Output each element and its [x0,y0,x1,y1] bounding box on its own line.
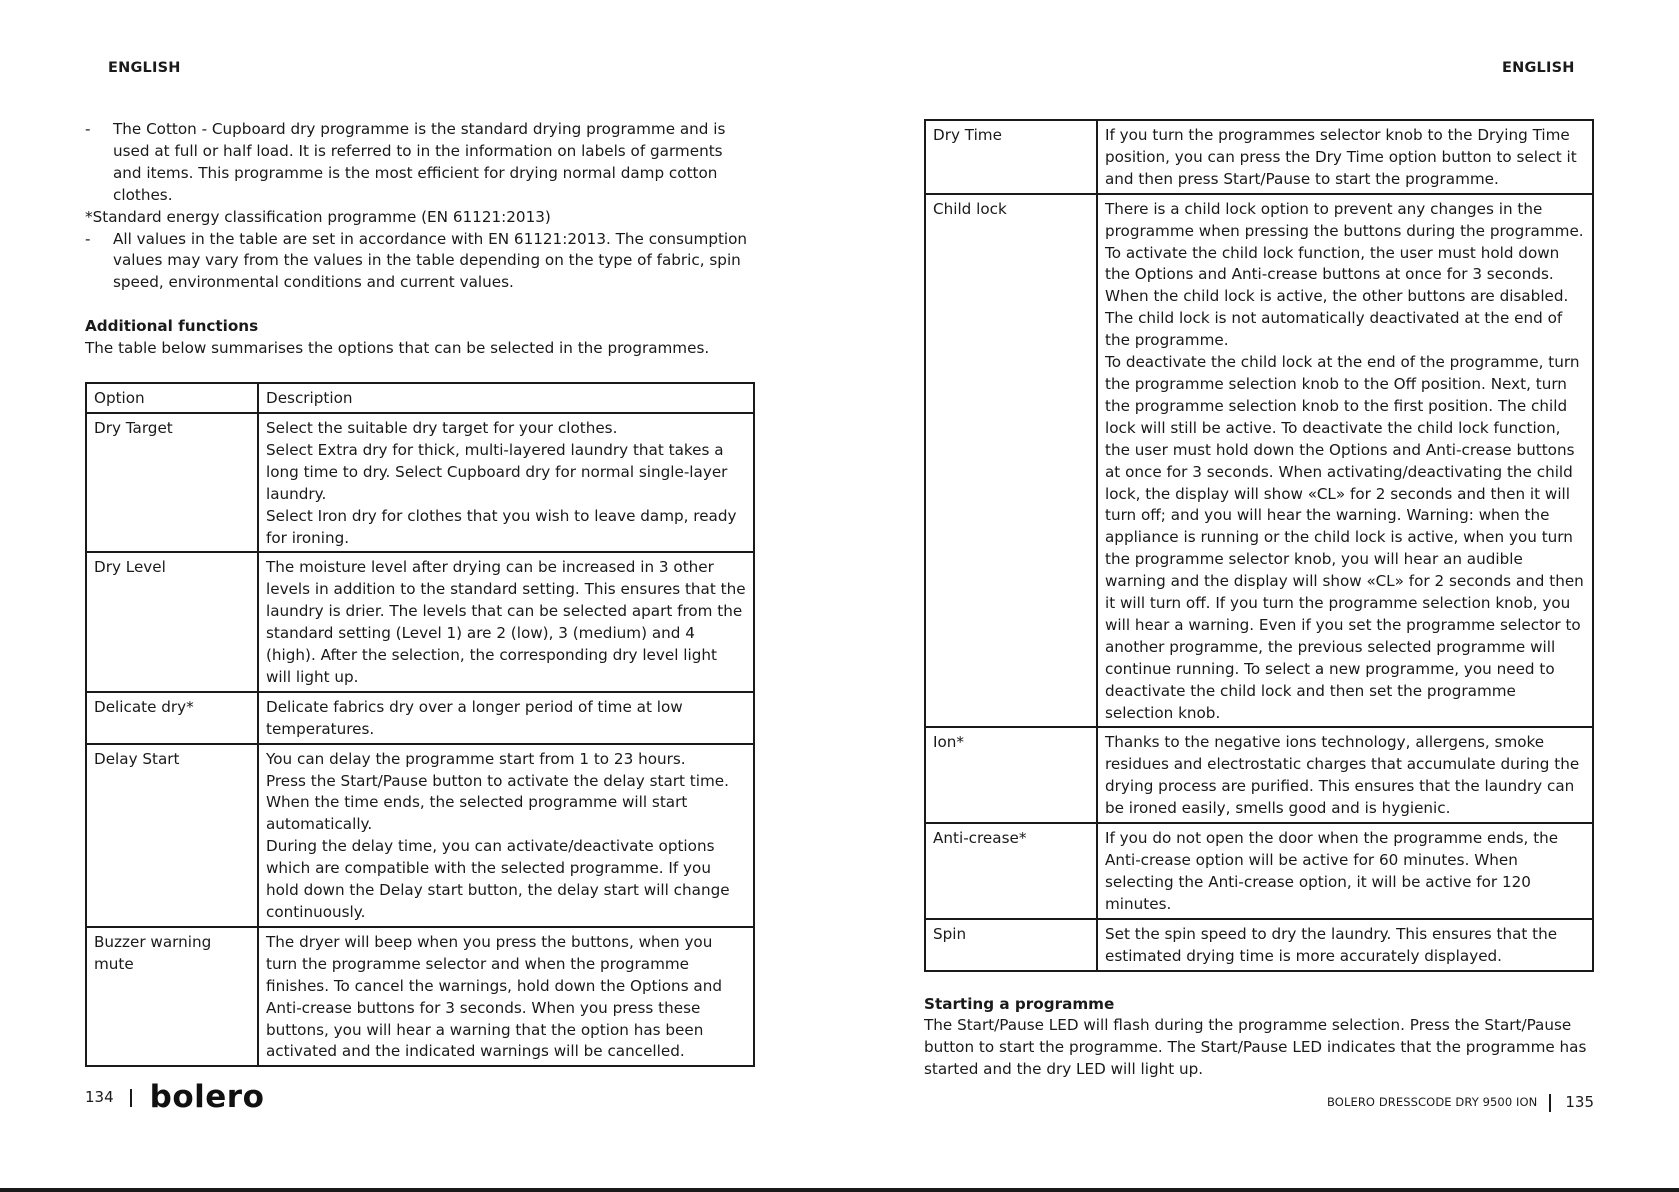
description-line: Set the spin speed to dry the laundry. This ensures that the estimated drying time is more accurately displayed. [1105,924,1558,965]
footer-divider [1549,1094,1551,1112]
option-description [258,413,754,552]
table-row [925,919,1593,971]
bullet-text: All values in the table are set in accordance with EN 61121:2013. The consumption values may vary from the values in the table depending on the type of fabric, spin speed, environmental conditions and current values. [113,229,748,292]
description-line: If you do not open the door when the programme ends, the Anti-crease option will be active for 60 minutes. When selecting the Anti-crease option, it will be active for 120 minutes. [1105,829,1559,913]
footnote-standard-programme: *Standard energy classification programme (EN 61121:2013) [85,207,551,226]
option-name: Spin [925,919,1097,971]
section-heading-starting-programme: Starting a programme [924,994,1115,1013]
section-text-starting-programme: The Start/Pause LED will flash during the programme selection. Press the Start/Pause button to start the programme. The Start/Pause LED indicates that the programme has started and the dry LED will light up. [924,1016,1587,1079]
section-intro: The table below summarises the options that can be selected in the programmes. [85,339,710,358]
table-row [925,727,1593,823]
options-table [85,382,755,1067]
description-line: The moisture level after drying can be increased in 3 other levels in addition to the standard setting. This ensures that the laundry is drier. The levels that can be selected apart from the standard setting (Level 1) are 2 (low), 3 (medium) and 4 (high). After the selection, the corresponding dry level light will light up. [266,558,746,686]
product-name: BOLERO DRESSCODE DRY 9500 ION [1327,1095,1538,1109]
description-line: Select Iron dry for clothes that you wish to leave damp, ready for ironing. [266,506,737,547]
table-row [925,120,1593,194]
table-row [86,413,754,552]
table-row [86,692,754,744]
description-line: If you turn the programmes selector knob to the Drying Time position, you can press the Dry Time option button to select it and then press Start/Pause to start the programme. [1105,126,1577,188]
option-description [1097,194,1593,728]
option-name: Anti-crease* [925,823,1097,919]
option-name: Ion* [925,727,1097,823]
description-line: There is a child lock option to prevent any changes in the programme when pressing the buttons during the programme. [1105,199,1584,240]
bullet-dash: - [85,120,91,138]
description-line: Select the suitable dry target for your clothes. [266,418,618,437]
bolero-logo: bolero [149,1079,265,1116]
description-line: Select Extra dry for thick, multi-layered laundry that takes a long time to dry. Select Cupboard dry for normal single-layer laundry. [266,440,728,503]
header-language-left: ENGLISH [108,60,181,76]
footer-divider [130,1089,132,1107]
option-description [1097,919,1593,971]
description-line: During the delay time, you can activate/deactivate options which are compatible with the selected programme. If you hold down the Delay start button, the delay start will change continuously. [266,837,730,921]
description-line: Thanks to the negative ions technology, allergens, smoke residues and electrostatic charges that accumulate during the drying process are purified. This ensures that the laundry can be ironed easily, smells good and is hygienic. [1105,733,1580,818]
option-description [258,692,754,744]
option-name: Dry Time [925,120,1097,194]
option-description [1097,120,1593,194]
bullet-cotton-programme [85,119,755,207]
header-language-right: ENGLISH [1502,60,1575,76]
page-number-right: 135 [1565,1093,1594,1111]
description-line: You can delay the programme start from 1 to 23 hours. [266,749,686,768]
option-description [1097,727,1593,823]
table-row [925,194,1593,728]
table-header-row [86,383,754,413]
option-description [258,744,754,927]
bottom-edge-rule [0,1188,1679,1192]
table-row [86,927,754,1066]
table-row [86,744,754,927]
bullet-text: The Cotton - Cupboard dry programme is the standard drying programme and is used at full or half load. It is referred to in the information on labels of garments and items. This programme is the most efficient for drying normal damp cotton clothes. [113,120,726,204]
description-line: Delicate fabrics dry over a longer period of time at low temperatures. [266,697,683,738]
description-line: Press the Start/Pause button to activate the delay start time. When the time ends, the selected programme will start automatically. [266,771,729,834]
option-name: Dry Target [86,413,258,552]
option-name: Child lock [925,194,1097,728]
option-name: Dry Level [86,552,258,691]
page-number-left: 134 [85,1088,114,1107]
options-table-continued [924,119,1594,972]
description-line: To activate the child lock function, the user must hold down the Options and Anti-crease buttons at once for 3 seconds. When the child lock is active, the other buttons are disabled. The child lock is not automatically deactivated at the end of the programme. [1105,243,1569,350]
section-heading-additional-functions: Additional functions [85,317,259,336]
right-page [924,119,1594,1081]
footer-right [1327,1092,1594,1114]
option-description [258,552,754,691]
table-row [86,552,754,691]
option-name: Delicate dry* [86,692,258,744]
option-description [1097,823,1593,919]
option-description [258,927,754,1066]
left-page [85,119,755,1067]
description-line: The dryer will beep when you press the buttons, when you turn the programme selector and when the programme finishes. To cancel the warnings, hold down the Options and Anti-crease buttons for 3 seconds. When you press these buttons, you will hear a warning that the option has been activated and the indicated warnings will be cancelled. [266,932,723,1061]
table-row [925,823,1593,919]
footer-left [85,1080,264,1116]
column-header-option: Option [86,383,258,413]
bullet-dash: - [85,229,91,248]
bullet-values-note [85,229,755,295]
option-name: Buzzer warning mute [86,927,258,1066]
description-line: To deactivate the child lock at the end of the programme, turn the programme selection knob to the Off position. Next, turn the programme selection knob to the first position. The child lock will still be active. To deactivate the child lock function, the user must hold down the Options and Anti-crease buttons at once for 3 seconds. When activating/deactivating the child lock, the display will show «CL» for 2 seconds and then it will turn off; and you will hear the warning. Warning: when the appliance is running or the child lock is active, when you turn the programme selector knob, you will hear an audible warning and the display will show «CL» for 2 seconds and then it will turn off. If you turn the programme selection knob, you will hear a warning. Even if you set the programme selector to another programme, the previous selected programme will continue running. To select a new programme, you need to deactivate the child lock and then set the programme selection knob. [1105,353,1584,722]
option-name: Delay Start [86,744,258,927]
column-header-description: Description [258,383,754,413]
